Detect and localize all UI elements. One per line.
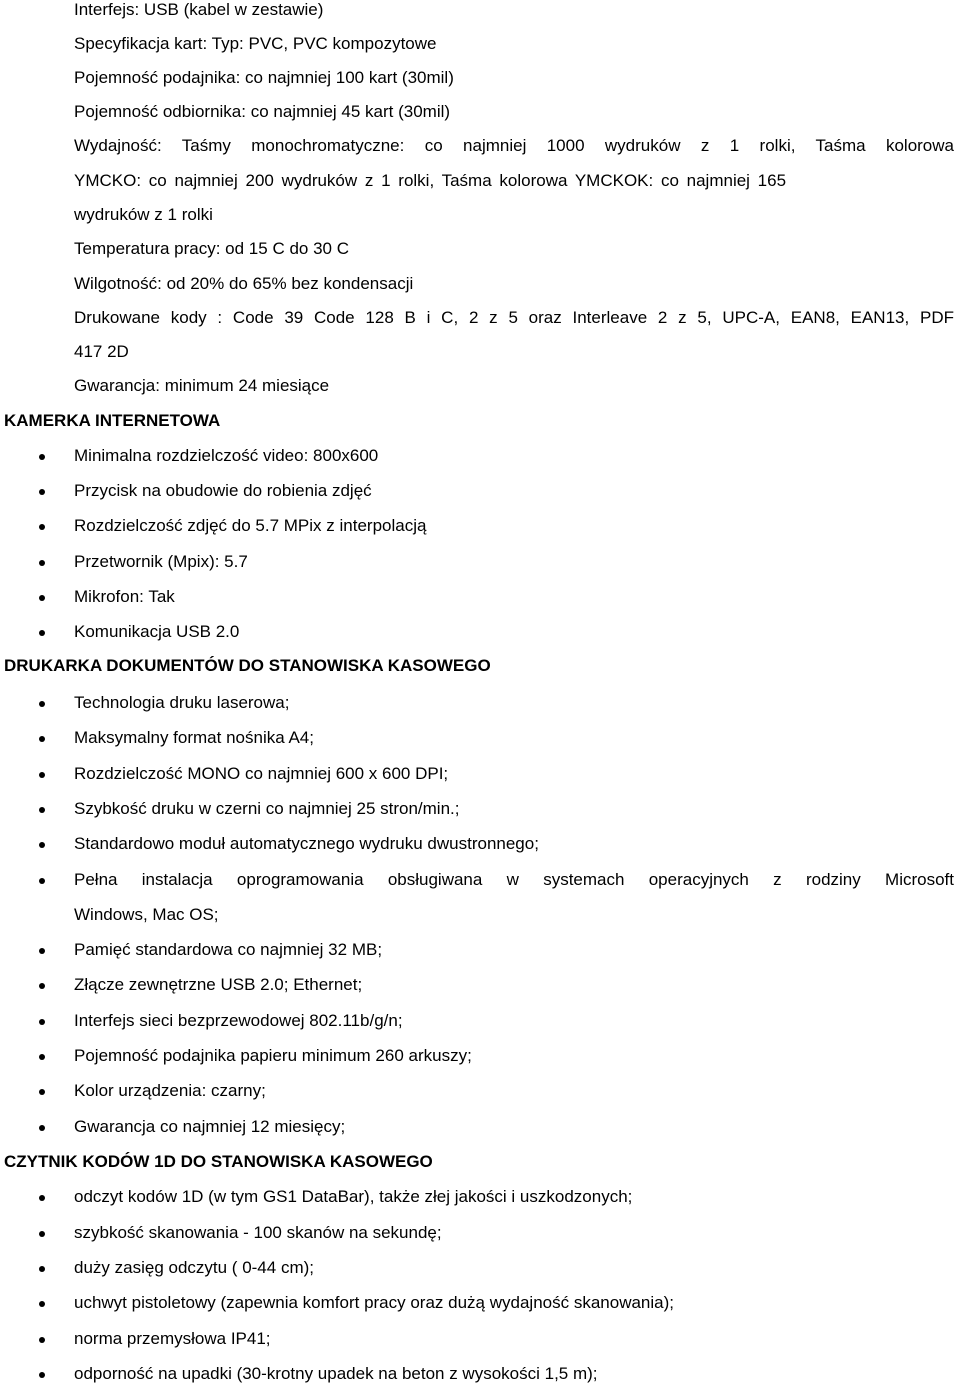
bullet-icon — [39, 842, 45, 848]
list-item: uchwyt pistoletowy (zapewnia komfort pracy oraz dużą wydajność skanowania); — [74, 1293, 674, 1312]
bullet-icon — [39, 878, 45, 884]
section-heading-scanner: CZYTNIK KODÓW 1D DO STANOWISKA KASOWEGO — [4, 1152, 433, 1171]
list-item: duży zasięg odczytu ( 0-44 cm); — [74, 1258, 314, 1277]
list-item: Interfejs sieci bezprzewodowej 802.11b/g/n; — [74, 1011, 403, 1030]
spec-line: Pojemność podajnika: co najmniej 100 kart (30mil) — [74, 68, 454, 87]
spec-line: 417 2D — [74, 342, 129, 361]
bullet-icon — [39, 1372, 45, 1378]
bullet-icon — [39, 489, 45, 495]
list-item: Rozdzielczość MONO co najmniej 600 x 600 DPI; — [74, 764, 449, 783]
spec-line: Pojemność odbiornika: co najmniej 45 kart (30mil) — [74, 102, 451, 121]
list-item: odporność na upadki (30-krotny upadek na beton z wysokości 1,5 m); — [74, 1364, 598, 1383]
spec-line: Specyfikacja kart: Typ: PVC, PVC kompozytowe — [74, 34, 437, 53]
bullet-icon — [39, 948, 45, 954]
bullet-icon — [39, 630, 45, 636]
bullet-icon — [39, 1337, 45, 1343]
bullet-icon — [39, 701, 45, 707]
section-heading-camera: KAMERKA INTERNETOWA — [4, 411, 221, 430]
list-item: Kolor urządzenia: czarny; — [74, 1081, 266, 1100]
bullet-icon — [39, 1089, 45, 1095]
list-item: Pamięć standardowa co najmniej 32 MB; — [74, 940, 383, 959]
list-item: Mikrofon: Tak — [74, 587, 175, 606]
list-item: Szybkość druku w czerni co najmniej 25 stron/min.; — [74, 799, 460, 818]
list-item: Pojemność podajnika papieru minimum 260 arkuszy; — [74, 1046, 472, 1065]
list-item: Komunikacja USB 2.0 — [74, 622, 240, 641]
list-item: Przycisk na obudowie do robienia zdjęć — [74, 481, 372, 500]
spec-line: Temperatura pracy: od 15 C do 30 C — [74, 239, 349, 258]
bullet-icon — [39, 772, 45, 778]
bullet-icon — [39, 1266, 45, 1272]
list-item-continuation: Windows, Mac OS; — [74, 905, 219, 924]
list-item: Technologia druku laserowa; — [74, 693, 290, 712]
bullet-icon — [39, 560, 45, 566]
section-heading-printer: DRUKARKA DOKUMENTÓW DO STANOWISKA KASOWEGO — [4, 656, 491, 675]
bullet-icon — [39, 454, 45, 460]
bullet-icon — [39, 1195, 45, 1201]
bullet-icon — [39, 1019, 45, 1025]
bullet-icon — [39, 736, 45, 742]
spec-line: YMCKO: co najmniej 200 wydruków z 1 rolki, Taśma kolorowa YMCKOK: co najmniej 165 — [74, 171, 787, 190]
bullet-icon — [39, 807, 45, 813]
list-item: Pełna instalacja oprogramowania obsługiwana w systemach operacyjnych z rodziny Microsoft — [74, 870, 954, 889]
list-item: szybkość skanowania - 100 skanów na sekundę; — [74, 1223, 442, 1242]
bullet-icon — [39, 595, 45, 601]
spec-line: Wydajność: Taśmy monochromatyczne: co najmniej 1000 wydruków z 1 rolki, Taśma kolorowa — [74, 136, 954, 155]
list-item: Minimalna rozdzielczość video: 800x600 — [74, 446, 379, 465]
spec-line: Drukowane kody : Code 39 Code 128 B i C, 2 z 5 oraz Interleave 2 z 5, UPC-A, EAN8, EAN13, PDF — [74, 308, 954, 327]
list-item: Standardowo moduł automatycznego wydruku dwustronnego; — [74, 834, 539, 853]
list-item: norma przemysłowa IP41; — [74, 1329, 271, 1348]
list-item: Maksymalny format nośnika A4; — [74, 728, 314, 747]
bullet-icon — [39, 1125, 45, 1131]
list-item: Przetwornik (Mpix): 5.7 — [74, 552, 248, 571]
list-item: Gwarancja co najmniej 12 miesięcy; — [74, 1117, 346, 1136]
list-item: odczyt kodów 1D (w tym GS1 DataBar), także złej jakości i uszkodzonych; — [74, 1187, 633, 1206]
spec-line: Gwarancja: minimum 24 miesiące — [74, 376, 330, 395]
spec-line: Interfejs: USB (kabel w zestawie) — [74, 0, 324, 19]
spec-line: Wilgotność: od 20% do 65% bez kondensacji — [74, 274, 414, 293]
bullet-icon — [39, 524, 45, 530]
spec-line: wydruków z 1 rolki — [74, 205, 213, 224]
bullet-icon — [39, 1231, 45, 1237]
bullet-icon — [39, 1301, 45, 1307]
bullet-icon — [39, 983, 45, 989]
list-item: Rozdzielczość zdjęć do 5.7 MPix z interpolacją — [74, 516, 427, 535]
list-item: Złącze zewnętrzne USB 2.0; Ethernet; — [74, 975, 363, 994]
bullet-icon — [39, 1054, 45, 1060]
